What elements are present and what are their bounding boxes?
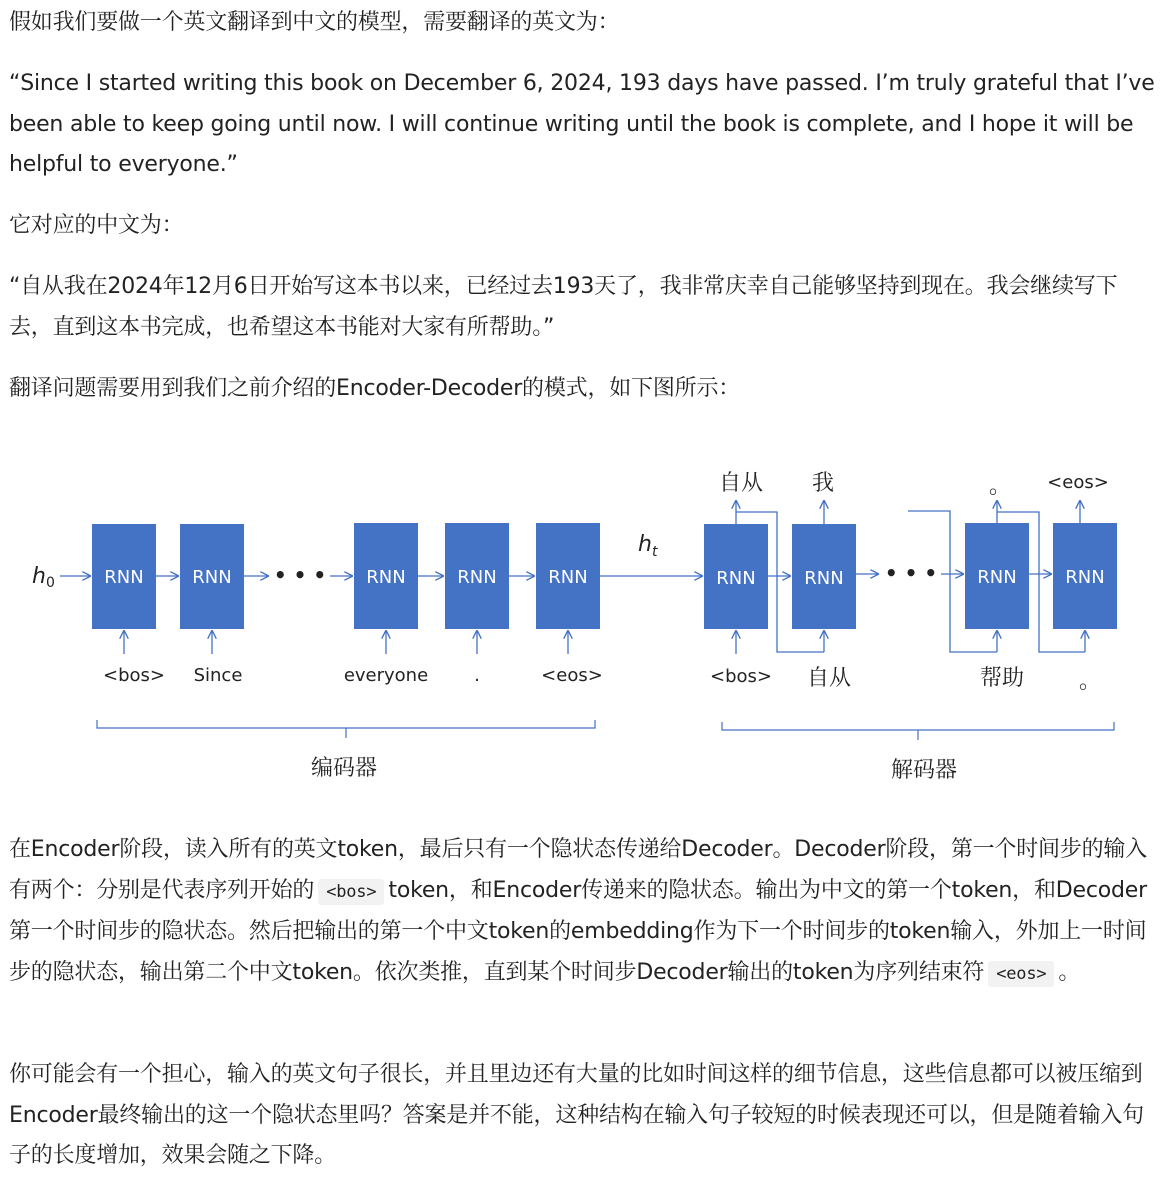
encoder-ellipsis: • • • [273, 563, 327, 587]
chinese-intro: 它对应的中文为： [9, 213, 184, 238]
encoder-input-token: . [474, 665, 480, 686]
decoder-output-token: 。 [988, 474, 1012, 499]
encoder-brace [97, 720, 595, 738]
intro-paragraph: 假如我们要做一个英文翻译到中文的模型，需要翻译的英文为： [9, 10, 620, 35]
svg-text:RNN: RNN [548, 567, 588, 588]
decoder-label: 解码器 [890, 758, 958, 783]
encoder-rnn-cell [445, 523, 509, 629]
encoder-decoder-diagram [0, 450, 1167, 790]
encoder-input-token: <bos> [103, 665, 165, 686]
eos-token-code: <eos> [988, 961, 1054, 987]
svg-text:RNN: RNN [457, 567, 497, 588]
decoder-rnn-cell [965, 523, 1029, 629]
decoder-brace [722, 722, 1114, 740]
h0-label: h0 [32, 564, 55, 591]
svg-text:RNN: RNN [1065, 567, 1105, 588]
svg-text:RNN: RNN [192, 567, 232, 588]
svg-text:RNN: RNN [366, 567, 406, 588]
encoder-rnn-cell [180, 524, 244, 629]
encoder-description: 在Encoder阶段，读入所有的英文token，最后只有一个隐状态传递给Decoder。Decoder阶段，第一个时间步的输入有两个：分别是代表序列开始的 <bos> token，和Encoder传递来的隐状态。输出为中文的第一个token，和Decoder第一个时间步的隐状态。然后把输出的第一个中文token的embedding作为下一个时间步的token输入，外加上一时间步的隐状态，输出第二个中文token。依次类推，直到某个时间步Decoder输出的token为序列结束符 <eos> 。 [9, 837, 1148, 985]
decoder-input-token: 帮助 [979, 666, 1025, 691]
english-quote: “Since I started writing this book on December 6, 2024, 193 days have passed. I’m truly grateful that I’ve been able to keep going until now. I will continue writing until the book is complete, and I hope it will be helpful to everyone.” [9, 71, 1155, 177]
encoder-label: 编码器 [310, 756, 378, 781]
encoder-input-token: everyone [343, 665, 429, 686]
encoder-input-token: Since [193, 665, 243, 686]
decoder-output-token: <eos> [1047, 472, 1109, 493]
decoder-output-token: 自从 [718, 471, 764, 496]
decoder-rnn-cell [792, 524, 856, 629]
encoder-rnn-cell [536, 523, 600, 629]
svg-text:RNN: RNN [804, 568, 844, 589]
diagram-intro: 翻译问题需要用到我们之前介绍的Encoder-Decoder的模式，如下图所示： [9, 376, 741, 401]
decoder-rnn-cell [704, 524, 768, 629]
decoder-rnn-cell [1053, 523, 1117, 629]
bos-token-code: <bos> [318, 879, 384, 905]
encoder-rnn-cell [354, 523, 418, 629]
chinese-quote: “自从我在2024年12月6日开始写这本书以来，已经过去193天了，我非常庆幸自己能够坚持到现在。我会继续写下去，直到这本书完成，也希望这本书能对大家有所帮助。” [9, 274, 1118, 340]
decoder-output-token: 我 [811, 471, 835, 496]
decoder-input-token: 。 [1078, 669, 1102, 694]
svg-text:RNN: RNN [977, 567, 1017, 588]
ht-label: $h_t$ [638, 532, 658, 560]
encoder-rnn-cell [92, 524, 156, 629]
svg-text:RNN: RNN [716, 568, 756, 589]
input-arrows [124, 631, 1085, 654]
svg-text:RNN: RNN [104, 567, 144, 588]
encoder-input-token: <eos> [541, 665, 603, 686]
decoder-ellipsis: • • • [884, 561, 938, 585]
decoder-input-token: 自从 [806, 666, 852, 691]
concern-paragraph: 你可能会有一个担心，输入的英文句子很长，并且里边还有大量的比如时间这样的细节信息，这些信息都可以被压缩到Encoder最终输出的这一个隐状态里吗？答案是并不能，这种结构在输入句子较短的时候表现还可以，但是随着输入句子的长度增加，效果会随之下降。 [9, 1062, 1144, 1168]
decoder-input-token: <bos> [710, 666, 772, 687]
